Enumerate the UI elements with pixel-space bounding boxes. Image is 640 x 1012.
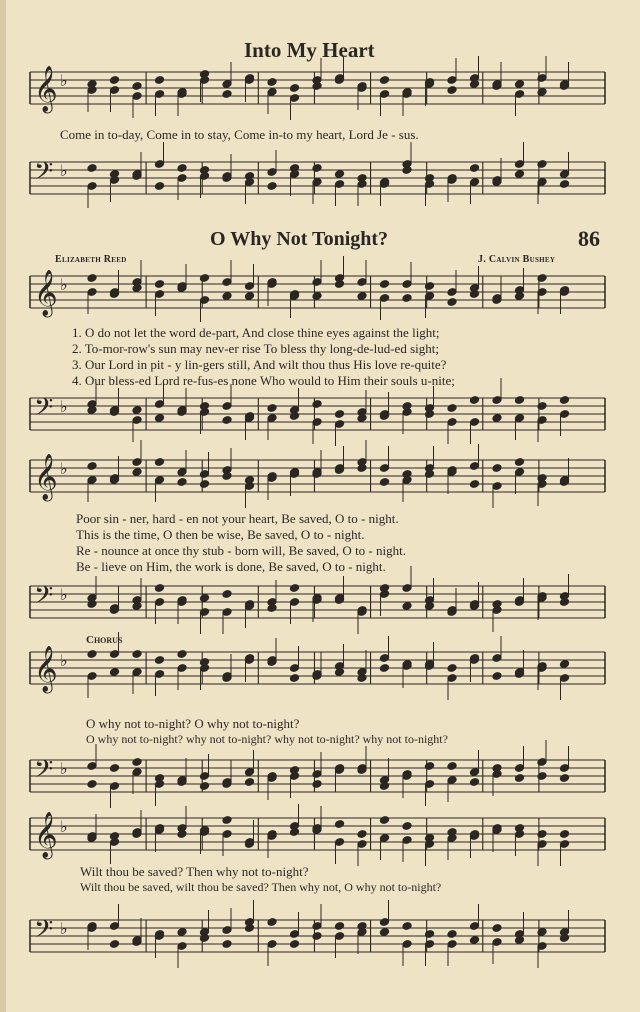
chorus-line1-top: O why not to-night? O why not to-night? xyxy=(86,716,300,731)
verse-line-4b: Be - lieve on Him, the work is done, Be saved, O to - night. xyxy=(76,559,386,574)
verse-line-3a: 3. Our Lord in pit - y lin-gers still, And wilt thou thus His love re-quite? xyxy=(72,357,447,372)
verse-line-2b: This is the time, O then be wise, Be saved, O to - night. xyxy=(76,527,365,542)
chorus-line1-bottom: O why not to-night? why not to-night? why not to-night? why not to-night? xyxy=(86,732,448,746)
svg-text:♭: ♭ xyxy=(60,161,68,180)
svg-text:♭: ♭ xyxy=(60,651,68,670)
svg-text:♭: ♭ xyxy=(60,71,68,90)
svg-text:♭: ♭ xyxy=(60,919,68,938)
bass-clef: 𝄢 xyxy=(34,581,54,616)
treble-clef: 𝄞 xyxy=(34,270,58,316)
verse-line-3b: Re - nounce at once thy stub - born will, Be saved, O to - night. xyxy=(76,543,406,558)
bass-clef: 𝄢 xyxy=(34,393,54,428)
treble-clef: 𝄞 xyxy=(34,66,58,112)
svg-text:♭: ♭ xyxy=(60,459,68,478)
chorus-line2-bottom: Wilt thou be saved, wilt thou be saved? Then why not, O why not to-night? xyxy=(80,880,442,894)
hymn2-title: O Why Not Tonight? xyxy=(210,228,389,250)
svg-text:♭: ♭ xyxy=(60,585,68,604)
bass-clef: 𝄢 xyxy=(34,915,54,950)
verse-line-4a: 4. Our bless-ed Lord re-fus-es none Who would to Him their souls u-nite; xyxy=(72,373,455,388)
hymn1-lyric-line: Come in to-day, Come in to stay, Come in-to my heart, Lord Je - sus. xyxy=(60,127,419,142)
svg-text:♭: ♭ xyxy=(60,275,68,294)
composer-credit: J. Calvin Bushey xyxy=(478,254,556,265)
verse-line-2a: 2. To-mor-row's sun may nev-er rise To bless thy long-de-lud-ed sight; xyxy=(72,341,439,356)
svg-text:♭: ♭ xyxy=(60,759,68,778)
bass-clef: 𝄢 xyxy=(34,157,54,192)
chorus-line2-top: Wilt thou be saved? Then why not to-night? xyxy=(80,864,309,879)
treble-clef: 𝄞 xyxy=(34,646,58,692)
hymn-number: 86 xyxy=(578,226,600,251)
verse-line-1b: Poor sin - ner, hard - en not your heart, Be saved, O to - night. xyxy=(76,511,399,526)
chorus-label: Chorus xyxy=(86,634,123,646)
svg-text:♭: ♭ xyxy=(60,817,68,836)
hymn1-title: Into My Heart xyxy=(244,38,375,62)
bass-clef: 𝄢 xyxy=(34,755,54,790)
lyricist-credit: Elizabeth Reed xyxy=(55,254,127,265)
treble-clef: 𝄞 xyxy=(34,454,58,500)
svg-text:♭: ♭ xyxy=(60,397,68,416)
verse-line-1a: 1. O do not let the word de-part, And close thine eyes against the light; xyxy=(72,325,440,340)
treble-clef: 𝄞 xyxy=(34,812,58,858)
